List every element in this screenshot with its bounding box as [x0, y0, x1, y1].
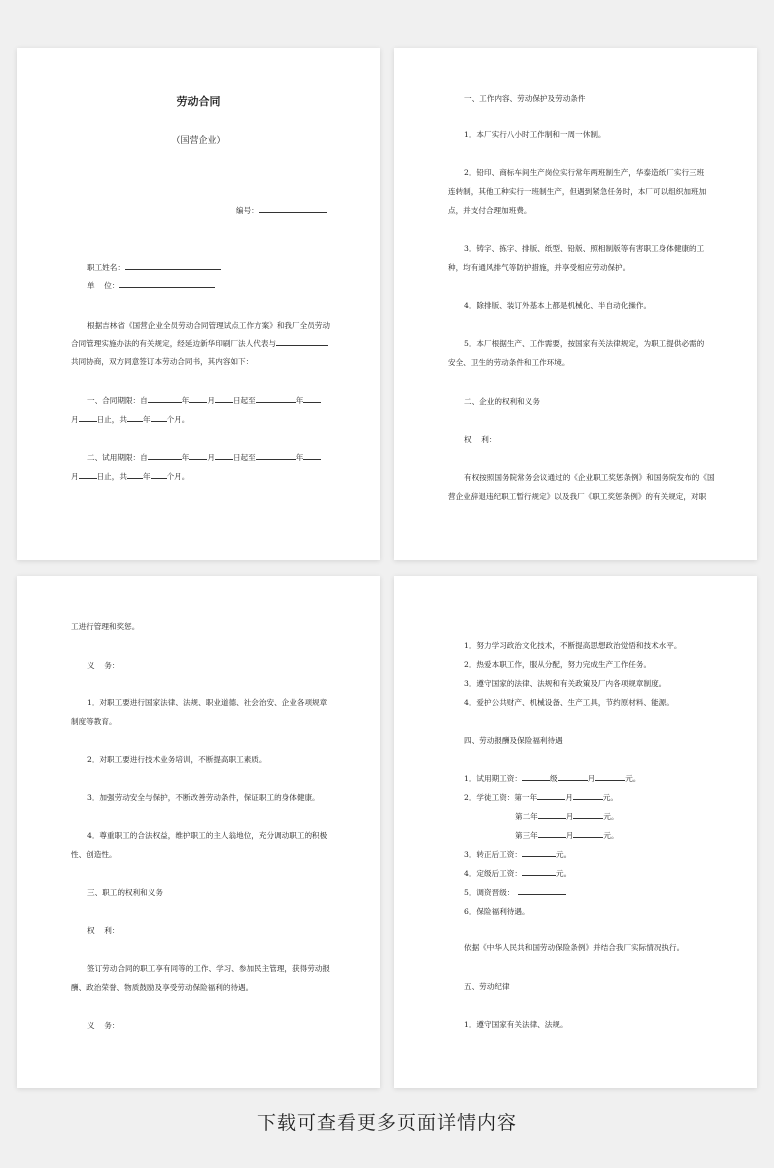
blank-field — [276, 338, 328, 346]
contract-title: 劳动合同 — [176, 95, 221, 108]
clause: 安全、卫生的劳动条件和工作环境。 — [448, 358, 570, 367]
clause: 3．遵守国家的法律、法规和有关政策及厂内各项规章制度。 — [464, 679, 667, 688]
contract-term-line-2: 月 日止，共 年 个月。 — [71, 415, 190, 424]
document-page-3 — [17, 576, 380, 1088]
clause: 1．努力学习政治文化技术，不断提高思想政治觉悟和技术水平。 — [464, 641, 682, 650]
intro-line-2: 合同管理实施办法的有关规定，经延边新华印刷厂法人代表与 — [71, 338, 328, 349]
wage-apprentice-line-3: 第三年 月 元。 — [515, 831, 619, 840]
clause: 4．尊重职工的合法权益，维护职工的主人翁地位，充分调动职工的积极 — [87, 831, 328, 840]
section-heading: 一、工作内容、劳动保护及劳动条件 — [464, 94, 586, 103]
clause: 4．除排版、装订外基本上都是机械化、半自动化操作。 — [464, 301, 652, 310]
clause: 1．本厂实行八小时工作制和一周一休制。 — [464, 130, 606, 139]
intro-line-3: 共同协商，双方同意签订本劳动合同书，其内容如下： — [71, 357, 254, 366]
contract-subtitle: （国营企业） — [171, 136, 226, 146]
wage-graded-line: 4．定级后工资： 元。 — [464, 869, 572, 878]
clause: 有权按照国务院常务会议通过的《企业职工奖惩条例》和国务院发布的《国 — [464, 473, 715, 482]
blank-field — [125, 262, 221, 270]
document-page-4 — [394, 576, 757, 1088]
clause: 6．保险福利待遇。 — [464, 907, 530, 916]
wage-probation-line: 1．试用期工资： 级 月 元。 — [464, 774, 641, 783]
clause: 1．遵守国家有关法律、法规。 — [464, 1020, 568, 1029]
clause: 连转制，其他工种实行一班制生产，但遇到紧急任务时，本厂可以组织加班加 — [448, 187, 707, 196]
wage-raise-line: 5．调资晋级： — [464, 887, 566, 898]
download-more-caption: 下载可查看更多页面详情内容 — [256, 1112, 517, 1134]
intro-line-1: 根据吉林省《国营企业全员劳动合同管理试点工作方案》和我厂全员劳动 — [87, 321, 330, 330]
clause: 3．铸字、拣字、排版、纸型、铅版、照相制版等有害职工身体健康的工 — [464, 244, 705, 253]
clause: 3．加强劳动安全与保护，不断改善劳动条件，保证职工的身体健康。 — [87, 793, 320, 802]
contract-term-line-1: 一、合同期限：自 年 月 日起至 年 — [87, 395, 321, 406]
clause: 工进行管理和奖惩。 — [71, 622, 140, 631]
clause: 2．对职工要进行技术业务培训，不断提高职工素质。 — [87, 755, 267, 764]
section-heading: 三、职工的权利和义务 — [87, 888, 163, 897]
rights-label: 权 利： — [464, 435, 497, 444]
employee-name-line: 职工姓名： — [87, 262, 221, 273]
clause: 依据《中华人民共和国劳动保险条例》并结合我厂实际情况执行。 — [464, 943, 685, 952]
blank-field — [119, 280, 215, 288]
clause: 4．爱护公共财产、机械设备、生产工具，节约原材料、能源。 — [464, 698, 674, 707]
clause: 1．对职工要进行国家法律、法规、职业道德、社会治安、企业各项规章 — [87, 698, 328, 707]
wage-regular-line: 3．转正后工资： 元。 — [464, 850, 572, 859]
blank-field — [259, 205, 327, 213]
duties-label: 义 务： — [87, 661, 120, 670]
probation-term-line-1: 二、试用期限：自 年 月 日起至 年 — [87, 452, 321, 463]
clause: 营企业辞退违纪职工暂行规定》以及我厂《职工奖惩条例》的有关规定，对职 — [448, 492, 707, 501]
document-page-1 — [17, 48, 380, 560]
wage-apprentice-line-2: 第二年 月 元。 — [515, 812, 619, 821]
clause: 性、创造性。 — [71, 850, 117, 859]
clause: 制度等教育。 — [71, 717, 117, 726]
document-page-2 — [394, 48, 757, 560]
duties-label: 义 务： — [87, 1021, 120, 1030]
clause: 2．铅印、商标车间生产岗位实行常年两班制生产，华泰造纸厂实行三班 — [464, 168, 705, 177]
probation-term-line-2: 月 日止，共 年 个月。 — [71, 472, 190, 481]
unit-line: 单 位： — [87, 280, 215, 291]
section-heading: 四、劳动报酬及保险福利待遇 — [464, 736, 563, 745]
clause: 点，并支付合理加班费。 — [448, 206, 532, 215]
section-heading: 二、企业的权利和义务 — [464, 397, 540, 406]
clause: 5．本厂根据生产、工作需要，按国家有关法律规定，为职工提供必需的 — [464, 339, 705, 348]
wage-apprentice-line-1: 2．学徒工资：第一年 月 元。 — [464, 793, 618, 802]
contract-number-line: 编号： — [236, 205, 327, 216]
clause: 签订劳动合同的职工享有同等的工作、学习、参加民主管理，获得劳动报 — [87, 964, 330, 973]
rights-label: 权 利： — [87, 926, 120, 935]
clause: 2．热爱本职工作，服从分配，努力完成生产工作任务。 — [464, 660, 652, 669]
section-heading: 五、劳动纪律 — [464, 982, 510, 991]
clause: 酬、政治荣誉、物质鼓励及享受劳动保险福利的待遇。 — [71, 983, 254, 992]
clause: 种，均有通风排气等防护措施，并享受相应劳动保护。 — [448, 263, 631, 272]
